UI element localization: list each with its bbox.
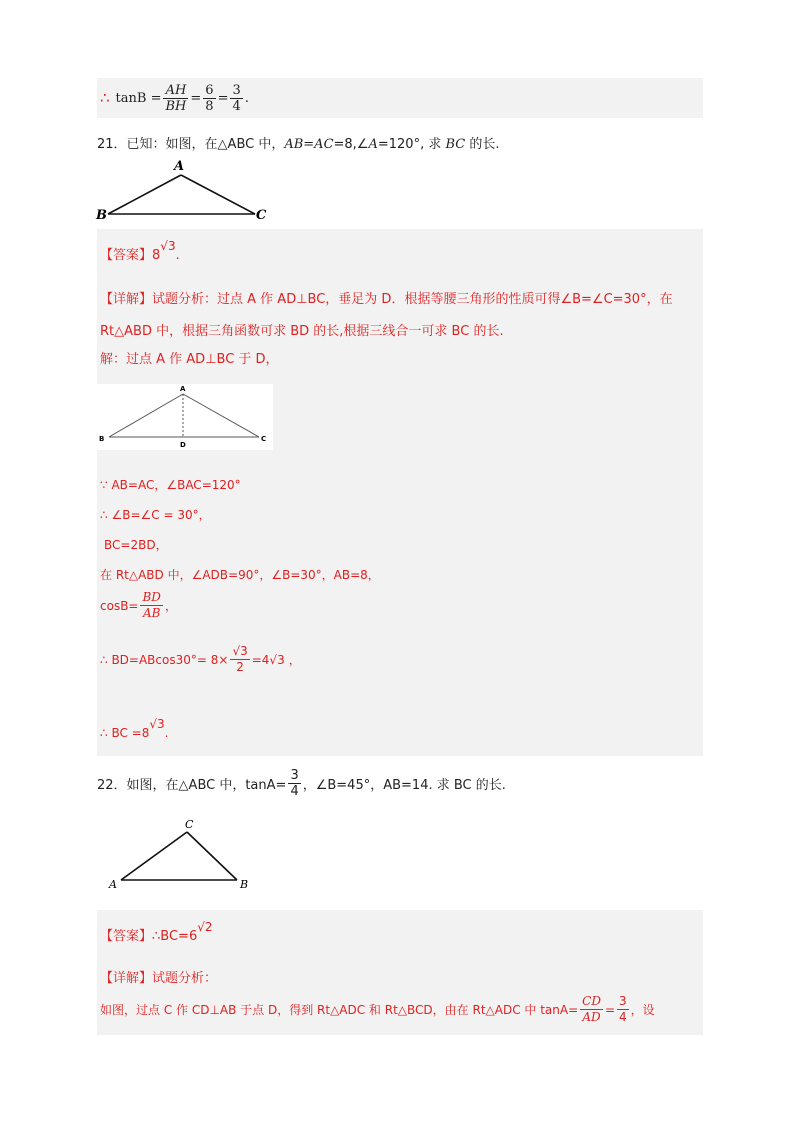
fraction-tanA: $\frac{3}{4}$ xyxy=(290,768,299,799)
sol-label-C: C xyxy=(261,435,267,443)
fraction-3-4-b: $\frac{3}{4}$ xyxy=(619,994,627,1024)
q21-detail-line1: 【详解】试题分析：过点 A 作 AD⊥BC，垂足为 D．根据等腰三角形的性质可得∠B=∠C=30°，在 xyxy=(100,292,673,307)
answer-tag: 【答案】 xyxy=(100,248,153,263)
detail-tag: 【详解】 xyxy=(100,292,153,307)
tanB-equation: ∴ tanB = $\frac{AH}{BH}$ = $\frac{6}{8}$ = $\frac{3}{4}$ . xyxy=(100,82,249,114)
q21-step5: cosB= $\frac{BD}{AB}$ ， xyxy=(100,590,177,620)
q21-answer: 【答案】8√3. xyxy=(100,239,180,263)
q21-step6: ∴ BD=ABcos30°= 8× $\frac{√3}{2}$ =4 √3 ， xyxy=(100,644,301,674)
q21-step1: ∵ AB=AC，∠BAC=120° xyxy=(100,478,241,492)
q21-step7: ∴ BC =8√3. xyxy=(100,717,169,740)
sol-label-D: D xyxy=(180,441,186,449)
sol-label-B: B xyxy=(99,435,105,443)
q21-label-A: A xyxy=(174,159,185,174)
q22-label-B: B xyxy=(240,878,249,891)
fraction-CD-AD: $\frac{CD}{AD}$ xyxy=(582,994,601,1024)
q22-label-A: A xyxy=(109,878,117,891)
q21-solution-intro: 解：过点 A 作 AD⊥BC 于 D， xyxy=(100,352,279,367)
answer-tag: 【答案】 xyxy=(100,929,153,944)
question-21: 21．已知：如图，在△ABC 中，AB=AC=8,∠A=120°, 求 BC 的长. xyxy=(97,137,500,152)
fraction-3-4: $\frac{3}{4}$ xyxy=(232,82,241,114)
q22-triangle-figure xyxy=(107,818,257,893)
q21-step4: 在 Rt△ABD 中，∠ADB=90°，∠B=30°，AB=8， xyxy=(100,568,380,582)
q21-label-B: B xyxy=(96,208,107,223)
tanB-label: tanB = xyxy=(115,90,162,106)
q21-step2: ∴ ∠B=∠C = 30°， xyxy=(100,508,211,522)
fraction-6-8: $\frac{6}{8}$ xyxy=(205,82,214,114)
q21-label-C: C xyxy=(256,208,267,223)
q21-triangle-figure xyxy=(95,158,275,223)
fraction-BD-AB: $\frac{BD}{AB}$ xyxy=(142,590,161,620)
sol-label-A: A xyxy=(180,385,186,393)
q21-solution-figure xyxy=(97,384,273,450)
q22-label-C: C xyxy=(185,818,194,831)
therefore-symbol: ∴ xyxy=(100,89,110,107)
q22-detail-line: 如图，过点 C 作 CD⊥AB 于点 D，得到 Rt△ADC 和 Rt△BCD，由在 Rt△ADC 中 tanA= $\frac{CD}{AD}$ = $\frac{3}{4}$ ，设 xyxy=(100,994,655,1024)
fraction-AH-BH: $\frac{AH}{BH}$ xyxy=(165,82,187,114)
fraction-sqrt3-2: $\frac{√3}{2}$ xyxy=(232,644,248,674)
q21-detail-line2: Rt△ABD 中，根据三角函数可求 BD 的长,根据三线合一可求 BC 的长. xyxy=(100,324,504,339)
question-22: 22． 如图，在△ABC 中，tanA= $\frac{3}{4}$ ，∠B=45°，AB=14. 求 BC 的长. xyxy=(97,768,506,799)
q22-answer: 【答案】∴BC=6√2 xyxy=(100,920,213,944)
detail-tag: 【详解】 xyxy=(100,971,153,986)
q22-detail-intro: 【详解】试题分析： xyxy=(100,971,218,986)
q21-step3: BC=2BD， xyxy=(104,538,168,552)
